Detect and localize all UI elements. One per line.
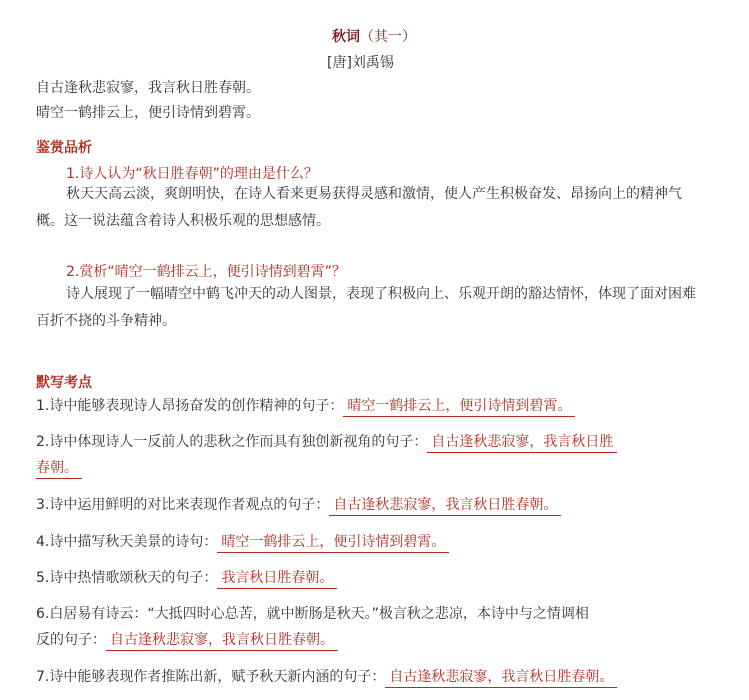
- poem-title-suffix: （其一）: [360, 29, 416, 45]
- dictation-item-2-cont: [36, 455, 82, 482]
- analysis-answer-2: 诗人展现了一幅晴空中鹤飞冲天的动人图景，表现了积极向上、乐观开朗的豁达情怀，体现了面对困难百折不挠的斗争精神。: [36, 286, 696, 329]
- dictation-item-6-cont: [36, 627, 338, 654]
- dictation-item-3: [36, 492, 561, 519]
- dictation-question: 6.白居易有诗云：“大抵四时心总苦，就中断肠是秋天。”极言秋之悲凉，本诗中与之情调相: [36, 606, 589, 622]
- dictation-answer: 晴空一鹤排云上，便引诗情到碧霄。: [343, 398, 575, 417]
- dictation-question: 5.诗中热情歌颂秋天的句子：: [36, 570, 218, 586]
- analysis-question-2: 2.赏析“晴空一鹤排云上，便引诗情到碧霄”？: [66, 264, 346, 280]
- dictation-item-4: [36, 529, 449, 556]
- dictation-heading: 默写考点: [36, 375, 92, 391]
- dictation-question: 3.诗中运用鲜明的对比来表现作者观点的句子：: [36, 497, 330, 513]
- dictation-answer: 晴空一鹤排云上，便引诗情到碧霄。: [217, 534, 449, 553]
- dictation-answer: 自古逢秋悲寂寥，我言秋日胜春朝。: [329, 497, 561, 516]
- dictation-question: 1.诗中能够表现诗人昂扬奋发的创作精神的句子：: [36, 398, 344, 414]
- dictation-item-5: [36, 565, 337, 592]
- dictation-question-cont: 反的句子：: [36, 632, 106, 648]
- analysis-heading: 鉴赏品析: [36, 140, 92, 156]
- dictation-item-7: [36, 664, 617, 691]
- poem-line-2: 晴空一鹤排云上，便引诗情到碧霄。: [36, 105, 260, 121]
- dictation-item-2: [36, 429, 617, 456]
- dictation-item-1: [36, 393, 575, 420]
- poem-author: [唐]刘禹锡: [327, 55, 394, 71]
- poem-title: [332, 26, 416, 46]
- dictation-answer: 自古逢秋悲寂寥，我言秋日胜春朝。: [385, 669, 617, 688]
- poem-line-1: 自古逢秋悲寂寥，我言秋日胜春朝。: [36, 80, 260, 96]
- analysis-question-1: 1.诗人认为“秋日胜春朝”的理由是什么？: [66, 166, 318, 182]
- dictation-question: 7.诗中能够表现作者推陈出新，赋予秋天新内涵的句子：: [36, 669, 386, 685]
- dictation-answer: 自古逢秋悲寂寥，我言秋日胜: [427, 434, 617, 453]
- dictation-question: 2.诗中体现诗人一反前人的悲秋之作而具有独创新视角的句子：: [36, 434, 428, 450]
- dictation-answer-cont: 春朝。: [36, 460, 82, 479]
- poem-title-text: 秋词: [332, 29, 360, 45]
- analysis-answer-1: 秋天天高云淡，爽朗明快，在诗人看来更易获得灵感和激情，使人产生积极奋发、昂扬向上的精神气概。这一说法蕴含着诗人积极乐观的思想感情。: [36, 186, 682, 229]
- dictation-item-6: [36, 601, 589, 628]
- dictation-question: 4.诗中描写秋天美景的诗句：: [36, 534, 218, 550]
- dictation-answer: 我言秋日胜春朝。: [217, 570, 337, 589]
- dictation-answer: 自古逢秋悲寂寥，我言秋日胜春朝。: [106, 632, 338, 651]
